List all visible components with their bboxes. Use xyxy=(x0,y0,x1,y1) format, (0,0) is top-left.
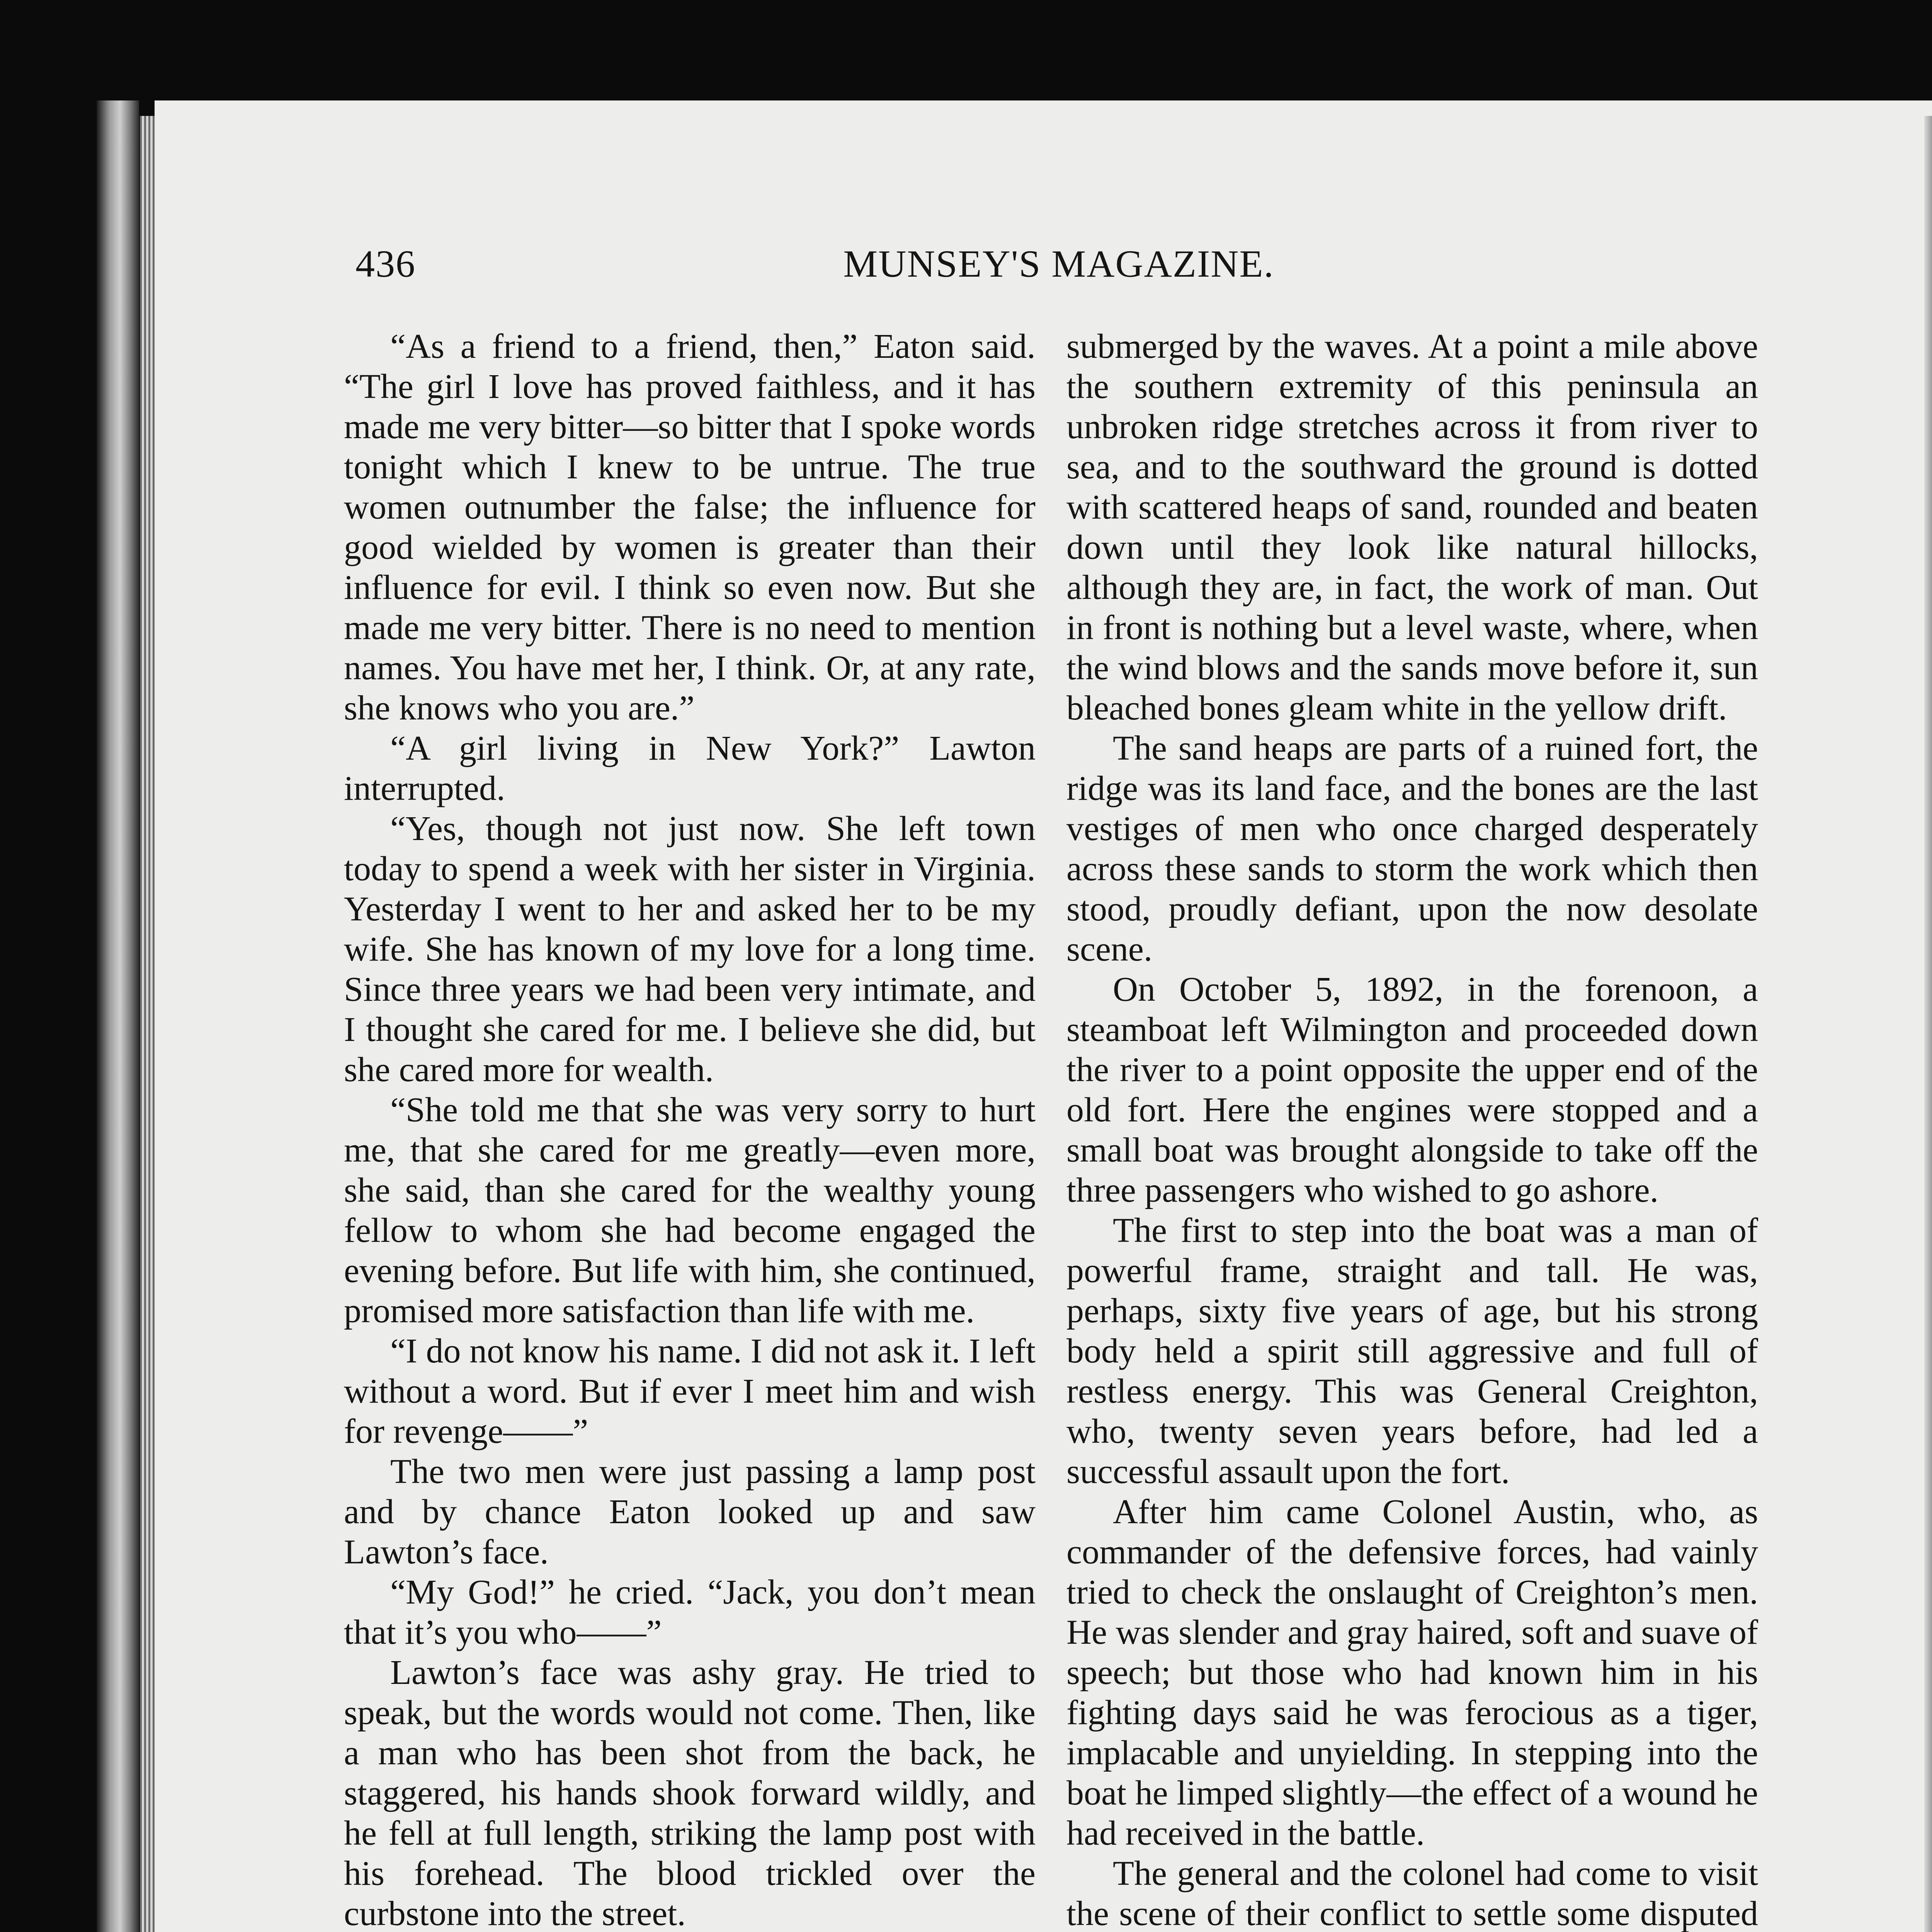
binding-stitching xyxy=(140,116,155,1932)
paragraph: “My God!” he cried. “Jack, you don’t mean that it’s you who——” xyxy=(344,1573,1036,1651)
paragraph: “Yes, though not just now. She left town today to spend a week with her sister in Virginia. Yesterday I went to her and asked her to be my wife. She has known of my love for a long time. Since three years we had been very intimate, and I thought she cared for me. I believe she did, but she cared more for wealth. xyxy=(344,810,1036,1089)
paragraph: “A girl living in New York?” Lawton interrupted. xyxy=(344,729,1036,808)
running-title: MUNSEY'S MAGAZINE. xyxy=(843,242,1274,285)
page-edge-shadow xyxy=(1924,116,1932,1932)
left-column xyxy=(344,327,1036,1932)
paragraph: “She told me that she was very sorry to hurt me, that she cared for me greatly—even more, she said, than she cared for the wealthy young fellow to whom she had become engaged the evening before. But life with him, she continued, promised more satisfaction than life with me. xyxy=(344,1091,1036,1330)
page-header xyxy=(355,242,1762,296)
right-column xyxy=(1066,327,1758,1932)
paragraph: The two men were just passing a lamp post and by chance Eaton looked up and saw Lawton’s face. xyxy=(344,1452,1036,1571)
paragraph-continuation: submerged by the waves. At a point a mile above the southern extremity of this peninsula an unbroken ridge stretches across it from river to sea, and to the southward the ground is dotted with scattered heaps of sand, rounded and beaten down until they look like natural hillocks, although they are, in fact, the work of man. Out in front is nothing but a level waste, where, when the wind blows and the sands move before it, sun bleached bones gleam white in the yellow drift. xyxy=(1066,327,1758,727)
paragraph: After him came Colonel Austin, who, as commander of the defensive forces, had vainly tried to check the onslaught of Creighton’s men. He was slender and gray haired, soft and suave of speech; but those who had known him in his fighting days said he was ferocious as a tiger, implacable and unyielding. In stepping into the boat he limped slightly—the effect of a wound he had received in the battle. xyxy=(1066,1493,1758,1852)
paragraph: On October 5, 1892, in the forenoon, a steamboat left Wilmington and proceeded down the river to a point opposite the upper end of the old fort. Here the engines were stopped and a small boat was brought alongside to take off the three passengers who wished to go ashore. xyxy=(1066,970,1758,1209)
paragraph: Lawton’s face was ashy gray. He tried to speak, but the words would not come. Then, like a man who has been shot from the back, he staggered, his hands shook forward wildly, and he fell at full length, striking the lamp post with his forehead. The blood trickled over the curbstone into the street. xyxy=(344,1653,1036,1932)
paragraph: “As a friend to a friend, then,” Eaton said. “The girl I love has proved faithless, and it has made me very bitter—so bitter that I spoke words tonight which I knew to be untrue. The true women outnumber the false; the influence for good wielded by women is greater than their influence for evil. I think so even now. But she made me very bitter. There is no need to mention names. You have met her, I think. Or, at any rate, she knows who you are.” xyxy=(344,327,1036,727)
page-number: 436 xyxy=(355,242,416,285)
paragraph: The sand heaps are parts of a ruined fort, the ridge was its land face, and the bones are the last vestiges of men who once charged desperately across these sands to storm the work which then stood, proudly defiant, upon the now desolate scene. xyxy=(1066,729,1758,968)
book-binding xyxy=(97,100,139,1932)
paragraph: The general and the colonel had come to visit the scene of their conflict to settle some disputed xyxy=(1066,1854,1758,1932)
magazine-page xyxy=(155,100,1932,1932)
paragraph: “I do not know his name. I did not ask it. I left without a word. But if ever I meet him and wish for revenge——” xyxy=(344,1332,1036,1451)
paragraph: The first to step into the boat was a man of powerful frame, straight and tall. He was, perhaps, sixty five years of age, but his strong body held a spirit still aggressive and full of restless energy. This was General Creighton, who, twenty seven years before, had led a successful assault upon the fort. xyxy=(1066,1211,1758,1491)
